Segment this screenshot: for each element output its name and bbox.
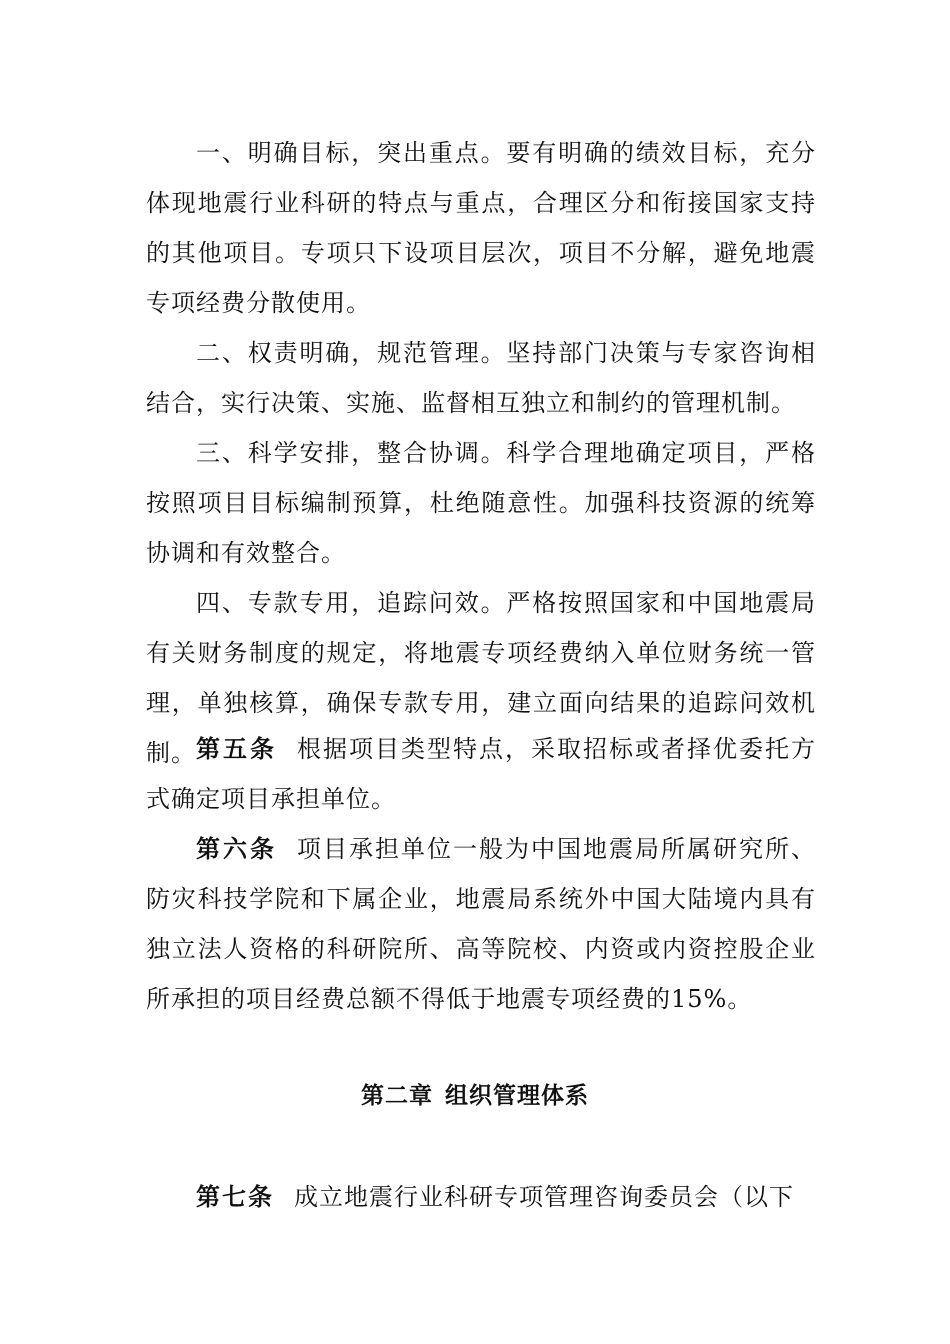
paragraph-arrangement: 三、科学安排，整合协调。科学合理地确定项目，严格按照项目目标编制预算，杜绝随意性。加强科技资源的统筹协调和有效整合。 bbox=[146, 439, 816, 567]
paragraph-goal: 一、明确目标，突出重点。要有明确的绩效目标，充分体现地震行业科研的特点与重点，合理区分和衔接国家支持的其他项目。专项只下设项目层次，项目不分解，避免地震专项经费分散使用。 bbox=[146, 139, 816, 317]
article-seven-label: 第七条 bbox=[196, 1183, 274, 1211]
article-six bbox=[146, 824, 816, 1024]
chapter-title: 组织管理体系 bbox=[445, 1083, 589, 1109]
article-five bbox=[146, 724, 816, 824]
article-five-label: 第五条 bbox=[196, 735, 277, 763]
chapter-number: 第二章 bbox=[361, 1083, 433, 1109]
paragraph-responsibility: 二、权责明确，规范管理。坚持部门决策与专家咨询相结合，实行决策、实施、监督相互独立和制约的管理机制。 bbox=[146, 339, 816, 417]
chapter-heading bbox=[0, 1073, 950, 1119]
article-six-label: 第六条 bbox=[196, 835, 277, 863]
article-six-text: 项目承担单位一般为中国地震局所属研究所、防灾科技学院和下属企业，地震局系统外中国大陆境内具有独立法人资格的科研院所、高等院校、内资或内资控股企业所承担的项目经费总额不得低于地震专项经费的15%。 bbox=[146, 835, 816, 1013]
article-seven-text: 成立地震行业科研专项管理咨询委员会（以下 bbox=[294, 1183, 794, 1211]
paragraph-special-funds: 四、专款专用，追踪问效。严格按照国家和中国地震局有关财务制度的规定，将地震专项经费纳入单位财务统一管理，单独核算，确保专款专用，建立面向结果的追踪问效机制。 bbox=[146, 589, 816, 767]
article-five-text: 根据项目类型特点，采取招标或者择优委托方式确定项目承担单位。 bbox=[146, 735, 816, 813]
article-seven bbox=[146, 1172, 816, 1222]
